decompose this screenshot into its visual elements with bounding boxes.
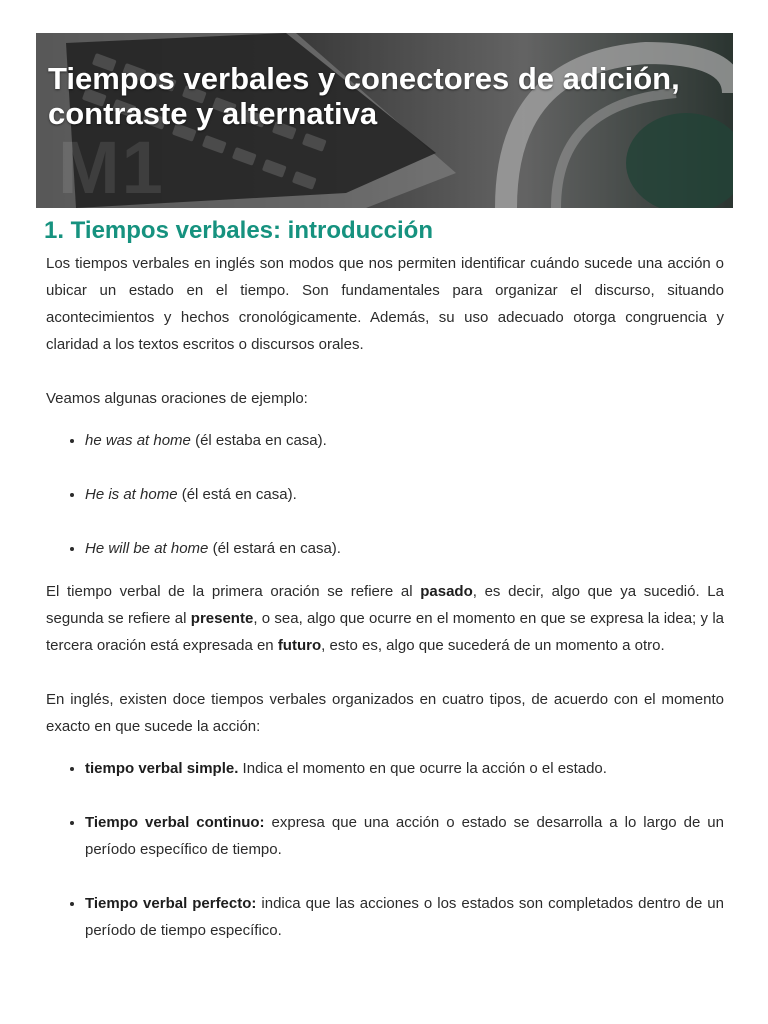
page-title: Tiempos verbales y conectores de adición, contraste y alternativa (48, 61, 680, 131)
verb-types-list (46, 755, 724, 944)
explanation-paragraph: El tiempo verbal de la primera oración se refiere al pasado, es decir, algo que ya sucedió. La segunda se refiere al presente, o sea, algo que ocurre en el momento en que se expresa la idea; y la tercera oración está expresada en futuro, esto es, algo que sucederá de un momento a otro. (46, 583, 724, 654)
list-item: • Tiempo verbal continuo: expresa que una acción o estado se desarrolla a lo largo de un período específico de tiempo. (85, 809, 724, 863)
types-lead: En inglés, existen doce tiempos verbales organizados en cuatro tipos, de acuerdo con el momento exacto en que sucede la acción: (46, 691, 724, 735)
list-item: • Tiempo verbal perfecto: indica que las acciones o los estados son completados dentro de un período de tiempo específico. (85, 890, 724, 944)
examples-lead: Veamos algunas oraciones de ejemplo: (46, 390, 308, 407)
examples-list (46, 427, 724, 562)
list-item: • He is at home (él está en casa). (85, 481, 724, 508)
header-banner (36, 33, 733, 208)
list-item: • tiempo verbal simple. Indica el momento en que ocurre la acción o el estado. (85, 755, 724, 782)
list-item: • He will be at home (él estará en casa). (85, 535, 724, 562)
section-heading: 1. Tiempos verbales: introducción (44, 217, 433, 244)
intro-paragraph: Los tiempos verbales en inglés son modos que nos permiten identificar cuándo sucede una acción o ubicar un estado en el tiempo. Son fundamentales para organizar el discurso, situando acontecimientos y hechos cronológicamente. Además, su uso adecuado otorga congruencia y claridad a los textos escritos o discursos orales. (46, 255, 724, 353)
list-item: • he was at home (él estaba en casa). (85, 427, 724, 454)
main-content (46, 216, 724, 944)
module-watermark: M1 (58, 126, 165, 208)
